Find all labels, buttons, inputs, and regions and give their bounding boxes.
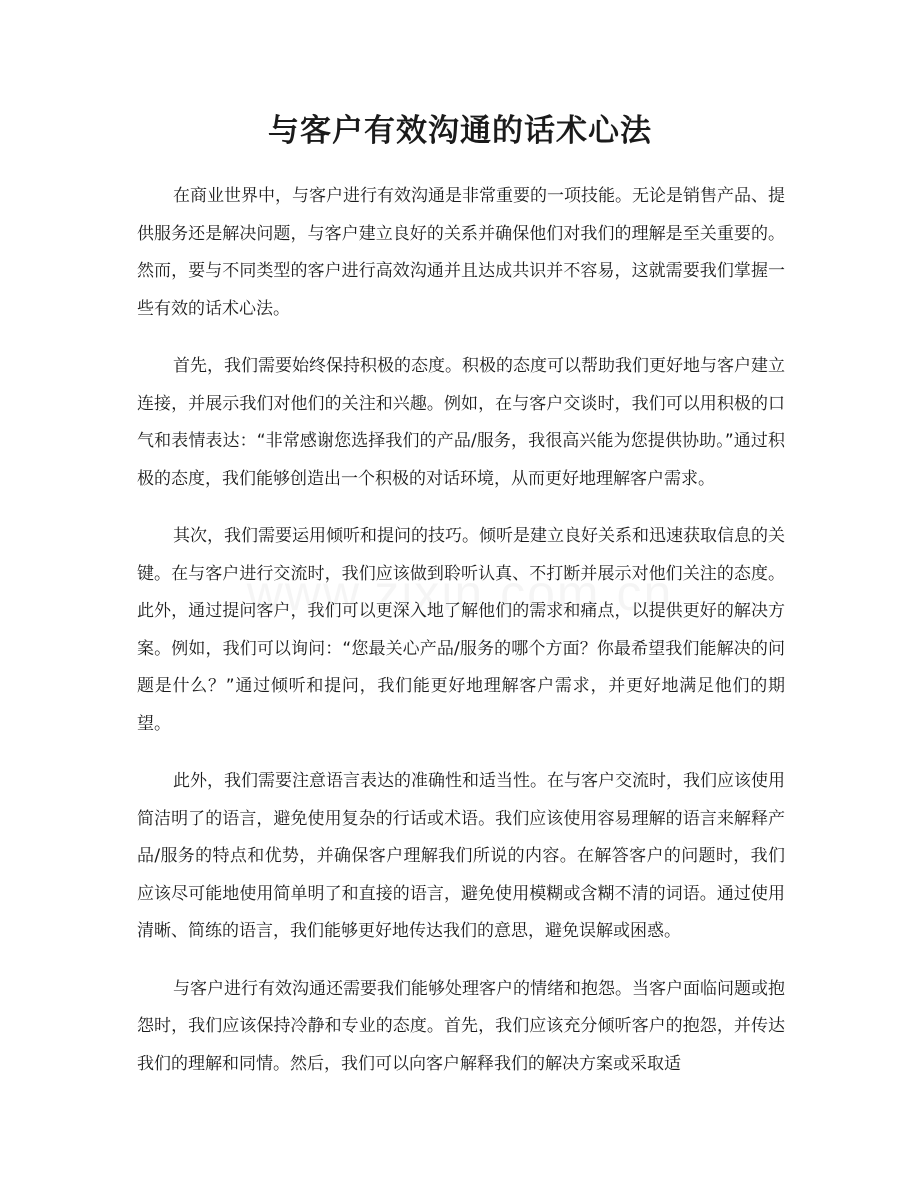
paragraph-1: 在商业世界中，与客户进行有效沟通是非常重要的一项技能。无论是销售产品、提供服务还是解决问题，与客户建立良好的关系并确保他们对我们的理解是至关重要的。然而，要与不同类型的客户进行高效沟通并且达成共识并不容易，这就需要我们掌握一些有效的话术心法。 <box>137 186 785 319</box>
paragraph-4: 此外，我们需要注意语言表达的准确性和适当性。在与客户交流时，我们应该使用简洁明了的语言，避免使用复杂的行话或术语。我们应该使用容易理解的语言来解释产品/服务的特点和优势，并确保客户理解我们所说的内容。在解答客户的问题时，我们应该尽可能地使用简单明了和直接的语言，避免使用模糊或含糊不清的词语。通过使用清晰、简练的语言，我们能够更好地传达我们的意思，避免误解或困惑。 <box>137 771 785 941</box>
paragraph-5: 与客户进行有效沟通还需要我们能够处理客户的情绪和抱怨。当客户面临问题或抱怨时，我们应该保持冷静和专业的态度。首先，我们应该充分倾听客户的抱怨，并传达我们的理解和同情。然后，我们可以向客户解释我们的解决方案或采取适 <box>137 978 785 1074</box>
paragraph-2: 首先，我们需要始终保持积极的态度。积极的态度可以帮助我们更好地与客户建立连接，并展示我们对他们的关注和兴趣。例如，在与客户交谈时，我们可以用积极的口气和表情表达：“非常感谢您选择我们的产品/服务，我很高兴能为您提供协助。”通过积极的态度，我们能够创造出一个积极的对话环境，从而更好地理解客户需求。 <box>137 356 785 489</box>
document-body <box>137 178 785 1103</box>
document-title: 与客户有效沟通的话术心法 <box>268 113 652 149</box>
paragraph-3: 其次，我们需要运用倾听和提问的技巧。倾听是建立良好关系和迅速获取信息的关键。在与客户进行交流时，我们应该做到聆听认真、不打断并展示对他们关注的态度。此外，通过提问客户，我们可以更深入地了解他们的需求和痛点，以提供更好的解决方案。例如，我们可以询问：“您最关心产品/服务的哪个方面？你最希望我们能解决的问题是什么？”通过倾听和提问，我们能更好地理解客户需求，并更好地满足他们的期望。 <box>137 526 785 734</box>
